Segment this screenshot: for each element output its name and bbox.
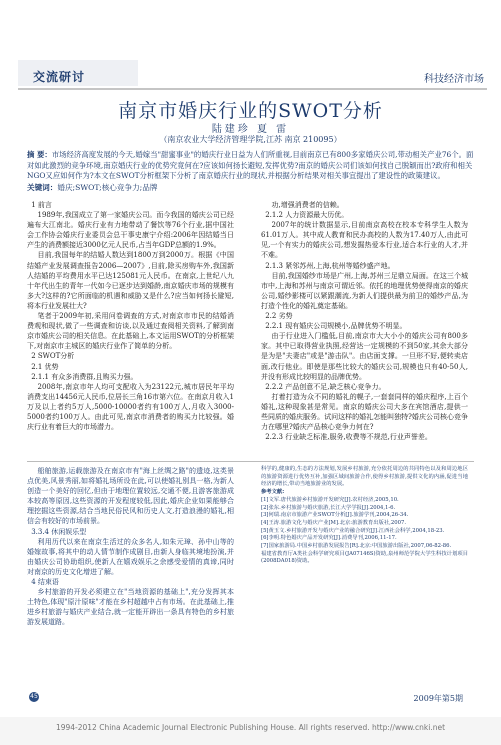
- paragraph: 功,增强消费者的信赖。: [271, 201, 344, 209]
- issue-label: 2009年第5期: [413, 694, 463, 703]
- copyright-footer: 1994-2012 China Academic Journal Electronic Publishing House. All rights reserved. http://www.cnki.net: [55, 723, 446, 732]
- section-heading: 2 SWOT分析: [31, 352, 75, 361]
- abstract-label: 摘 要：: [27, 150, 52, 159]
- section-heading: 2.1.2 人力资源最大历优。: [265, 211, 349, 220]
- paragraph: 科学的,健康的,生态的方法规划,发展乡村旅游,充分依托周边的共同特色以及和周边地区的旅游资源进行优势互补,加强区域间旅游合作,使得乡村旅游,提供文化的内涵,促进当地经济的增长,带动当地旅游业的发展。: [261, 466, 468, 488]
- article-authors: 陆建珍 夏 雷: [211, 124, 290, 135]
- paragraph: 船舶旅游,运载旅游及在南京市有"海上丝绸之路"的遗迹,这类景点优美,风景秀丽,如将婚礼场所设在此,可以使婚礼别具一格,为新人创造一个美好的回忆,但由于地理位置较远,交通不便,且游客旅游成本较高等原因,这些资源的开发程度较低,因此,婚庆企业如果能够合理挖掘这些资源,结合当地民俗民风和历史人文,打造浪漫的婚礼,相信会有较好的市场前景。: [27, 467, 234, 526]
- reference-item: [6]李明.特色婚庆产品开发研究[J].消费导刊,2006,11-17.: [261, 535, 397, 542]
- section-heading: 2.2 劣势: [265, 312, 293, 321]
- reference-item: [4]王涛.旅游文化与婚庆产业[M].北京:旅游教育出版社,2007.: [261, 519, 406, 526]
- reference-item: [3]何瑞.南京市旅游产业SWOT分析[J].旅游学刊,2004,26-34.: [261, 512, 409, 519]
- paragraph: 2008年,南京市年人均可支配收入为23122元,城市居民年平均消费支出14456元人民币,位居长三角16市第六位。在南京月收入1万及以上者约5万人,5000-10000者约有100万人,月收入3000-5000者约100万人。由此可见,南京市消费者的购买力比较强。婚庆行业有着巨大的市场潜力。: [27, 382, 234, 432]
- section-divider: [27, 461, 474, 462]
- paragraph: 利用历代以来在南京生活过的众多名人,如朱元璋、孙中山等的婚嫁故事,将其中的动人情节制作成剧目,由新人身临其境地扮演,并由婚庆公司协助组织,使新人在嬉戏娱乐之余感受爱情的真谛,同时对南京的历史文化增进了解。: [27, 537, 234, 576]
- reference-item: [7]国家旅游局.中国乡村旅游发展报告[R].北京:中国旅游出版社,2007,06-82-86.: [261, 543, 452, 550]
- paragraph: 2007年的统计数据显示,目前南京高校在校本专科学生人数为61.01万人。其中成人教育和民办高校的人数为17.40万人,由此可见,一个有实力的婚庆公司,想发掘热爱本行业,适合本行业的人才,并不难。: [261, 221, 468, 260]
- keywords: [27, 182, 475, 193]
- section-heading: 2.2.1 现有婚庆公司规模小,品牌优势不明显。: [265, 322, 407, 331]
- body-column-right: [261, 200, 468, 442]
- paragraph: 福建省教育厅A类社会科学研究项目(JA07146S)资助,泉州师范学院大学生科技计划项目(2008DA018)资助。: [261, 550, 468, 565]
- abstract-text: 市场经济高度发展的今天,婚嫁当"甜蜜事业"的婚庆行业日益为人们所重视,目前南京已有800多家婚庆公司,带动相关产业76个。面对如此激烈的竞争环境,南京婚庆行业的优势究竟何在?应该如何扬长避短,发挥优势?南京的婚庆公司们该如何找自己脱颖而出?政府和相关NGO又应如何作为?本文在SWOT分析框架下分析了南京婚庆行业的现状,并根据分析结果对相关事宜提出了建设性的政策建议。: [27, 150, 474, 181]
- section-heading: 2.1.1 有众多消费群,且购买力强。: [31, 372, 138, 381]
- section-heading: 2.2.2 产品创意不足,缺乏核心竞争力。: [265, 382, 386, 391]
- abstract: [27, 150, 475, 182]
- article-title: 南京市婚庆行业的SWOT分析: [118, 100, 383, 122]
- section-heading: 4 结束语: [31, 578, 59, 587]
- section-heading: 3.3.4 休闲娱乐型: [31, 527, 87, 536]
- lower-column-left: [27, 466, 234, 628]
- section-heading: 2.2.3 行业缺乏标准,服务,收费等不规范,行业声誉差。: [265, 433, 432, 442]
- paragraph: 打着打造为众不同的婚礼的幌子,一套套同样的婚庆程序,上百个婚礼,这种现象甚是常见。南京的婚庆公司大多在宾馆酒店,提供一些同质的婚庆服务。试问这样的婚礼怎能叫独特?婚庆公司核心竞争力在哪里?婚庆产品核心竞争力何在?: [261, 392, 468, 432]
- reference-item: [1]文军.唐代旅游乡村旅游开发研究[J].农村经济,2005,10.: [261, 496, 399, 503]
- article-affiliation: （南京农业大学经济管理学院,江苏 南京 210095）: [159, 135, 342, 144]
- lower-column-right: [261, 466, 468, 566]
- references-title: 参考文献:: [261, 489, 285, 496]
- header-rule: [18, 88, 487, 90]
- paragraph: 目前,我国婚纱市场是广州,上海,苏州三足鼎立局面。在这三个城市中,上海和苏州与南京可谓近邻。依托的地理优势使得南京的婚庆公司,婚纱影楼可以紧跟潮流,为新人们提供最为前卫的婚纱产品,为打造个性化的婚礼奠定基础。: [261, 271, 468, 310]
- section-heading: 2.1 优势: [31, 362, 59, 371]
- section-heading: 2.1.3 紧邻苏州,上海,杭州等婚纱盛产地。: [265, 261, 395, 270]
- reference-item: [5]黄玉文.乡村旅游开发与婚庆产业的融合研究[J].江西社会科学,2004,18-23.: [261, 527, 445, 534]
- paragraph: 笔者于2009年初,采用问卷调查的方式,对南京市市民的结婚消费观和现状,做了一些调查和访谈,以及通过查阅相关资料,了解到南京市婚庆公司的相关信息。在此基础上,本文运用SWOT的分析框架下,对南京市主城区的婚庆行业作了简单的分析。: [27, 312, 234, 351]
- section-heading: 1 前言: [31, 201, 52, 209]
- body-column-left: [27, 200, 234, 432]
- page-number: 45: [30, 693, 38, 700]
- keywords-text: 婚庆;SWOT;核心竞争力;品牌: [57, 183, 158, 192]
- reference-item: [2]张东.乡村旅游与婚庆旅游,长江大学学报[J].2004,1-6.: [261, 504, 396, 511]
- keywords-label: 关键词：: [27, 183, 58, 192]
- journal-name: 科技经济市场: [424, 74, 484, 85]
- paragraph: 由于行业进入门槛低,目前,南京市大大小小的婚庆公司有800多家。其中已取得营业执照,经营达一定规模的不到50家,其余大部分是为是"夫妻店"或是"游击队"。由店面支撑。一旦形不好,便转卖店面,改行他业。即使是那些比较大的婚庆公司,规模也只有40-50人,并没有形成比较明显的品牌优势。: [261, 332, 468, 381]
- paragraph: 乡村旅游的开发必须建立在"当地资源的基础上",充分发挥其本土特色,体现"原汁原味"才能在乡村超越中占有市场。在此基础上,推进乡村旅游与婚庆产业结合,就一定能开辟出一条具有特色的乡村旅游发展道路。: [27, 588, 234, 627]
- section-label: 交流研讨: [33, 70, 86, 84]
- paragraph: 目前,我国每年的结婚人数达到1800万到2000万。根据《中国结婚产业发展调查报告2006—2007》,目前,除买房购车外,我国新人结婚的平均费用水平已达125081元人民币。在南京,上世纪八九十年代出生的青年一代如今已逐步达到婚龄,南京婚庆市场的规模有多大?这样的?它所面临的机遇和威胁又是什么?应当如何扬长避短,将本行业发展壮大?: [27, 251, 234, 310]
- paragraph: 1989年,我国成立了第一家婚庆公司。而今我国的婚庆公司已经遍布大江南北。婚庆行业有力地带动了餐饮等76个行业,据中国社会工作协会婚庆行业委员会总干事史康宁介绍:2006年因结婚当日产生的消费额接近3000亿元人民币,占当年GDP总额的1.9%。: [27, 211, 234, 250]
